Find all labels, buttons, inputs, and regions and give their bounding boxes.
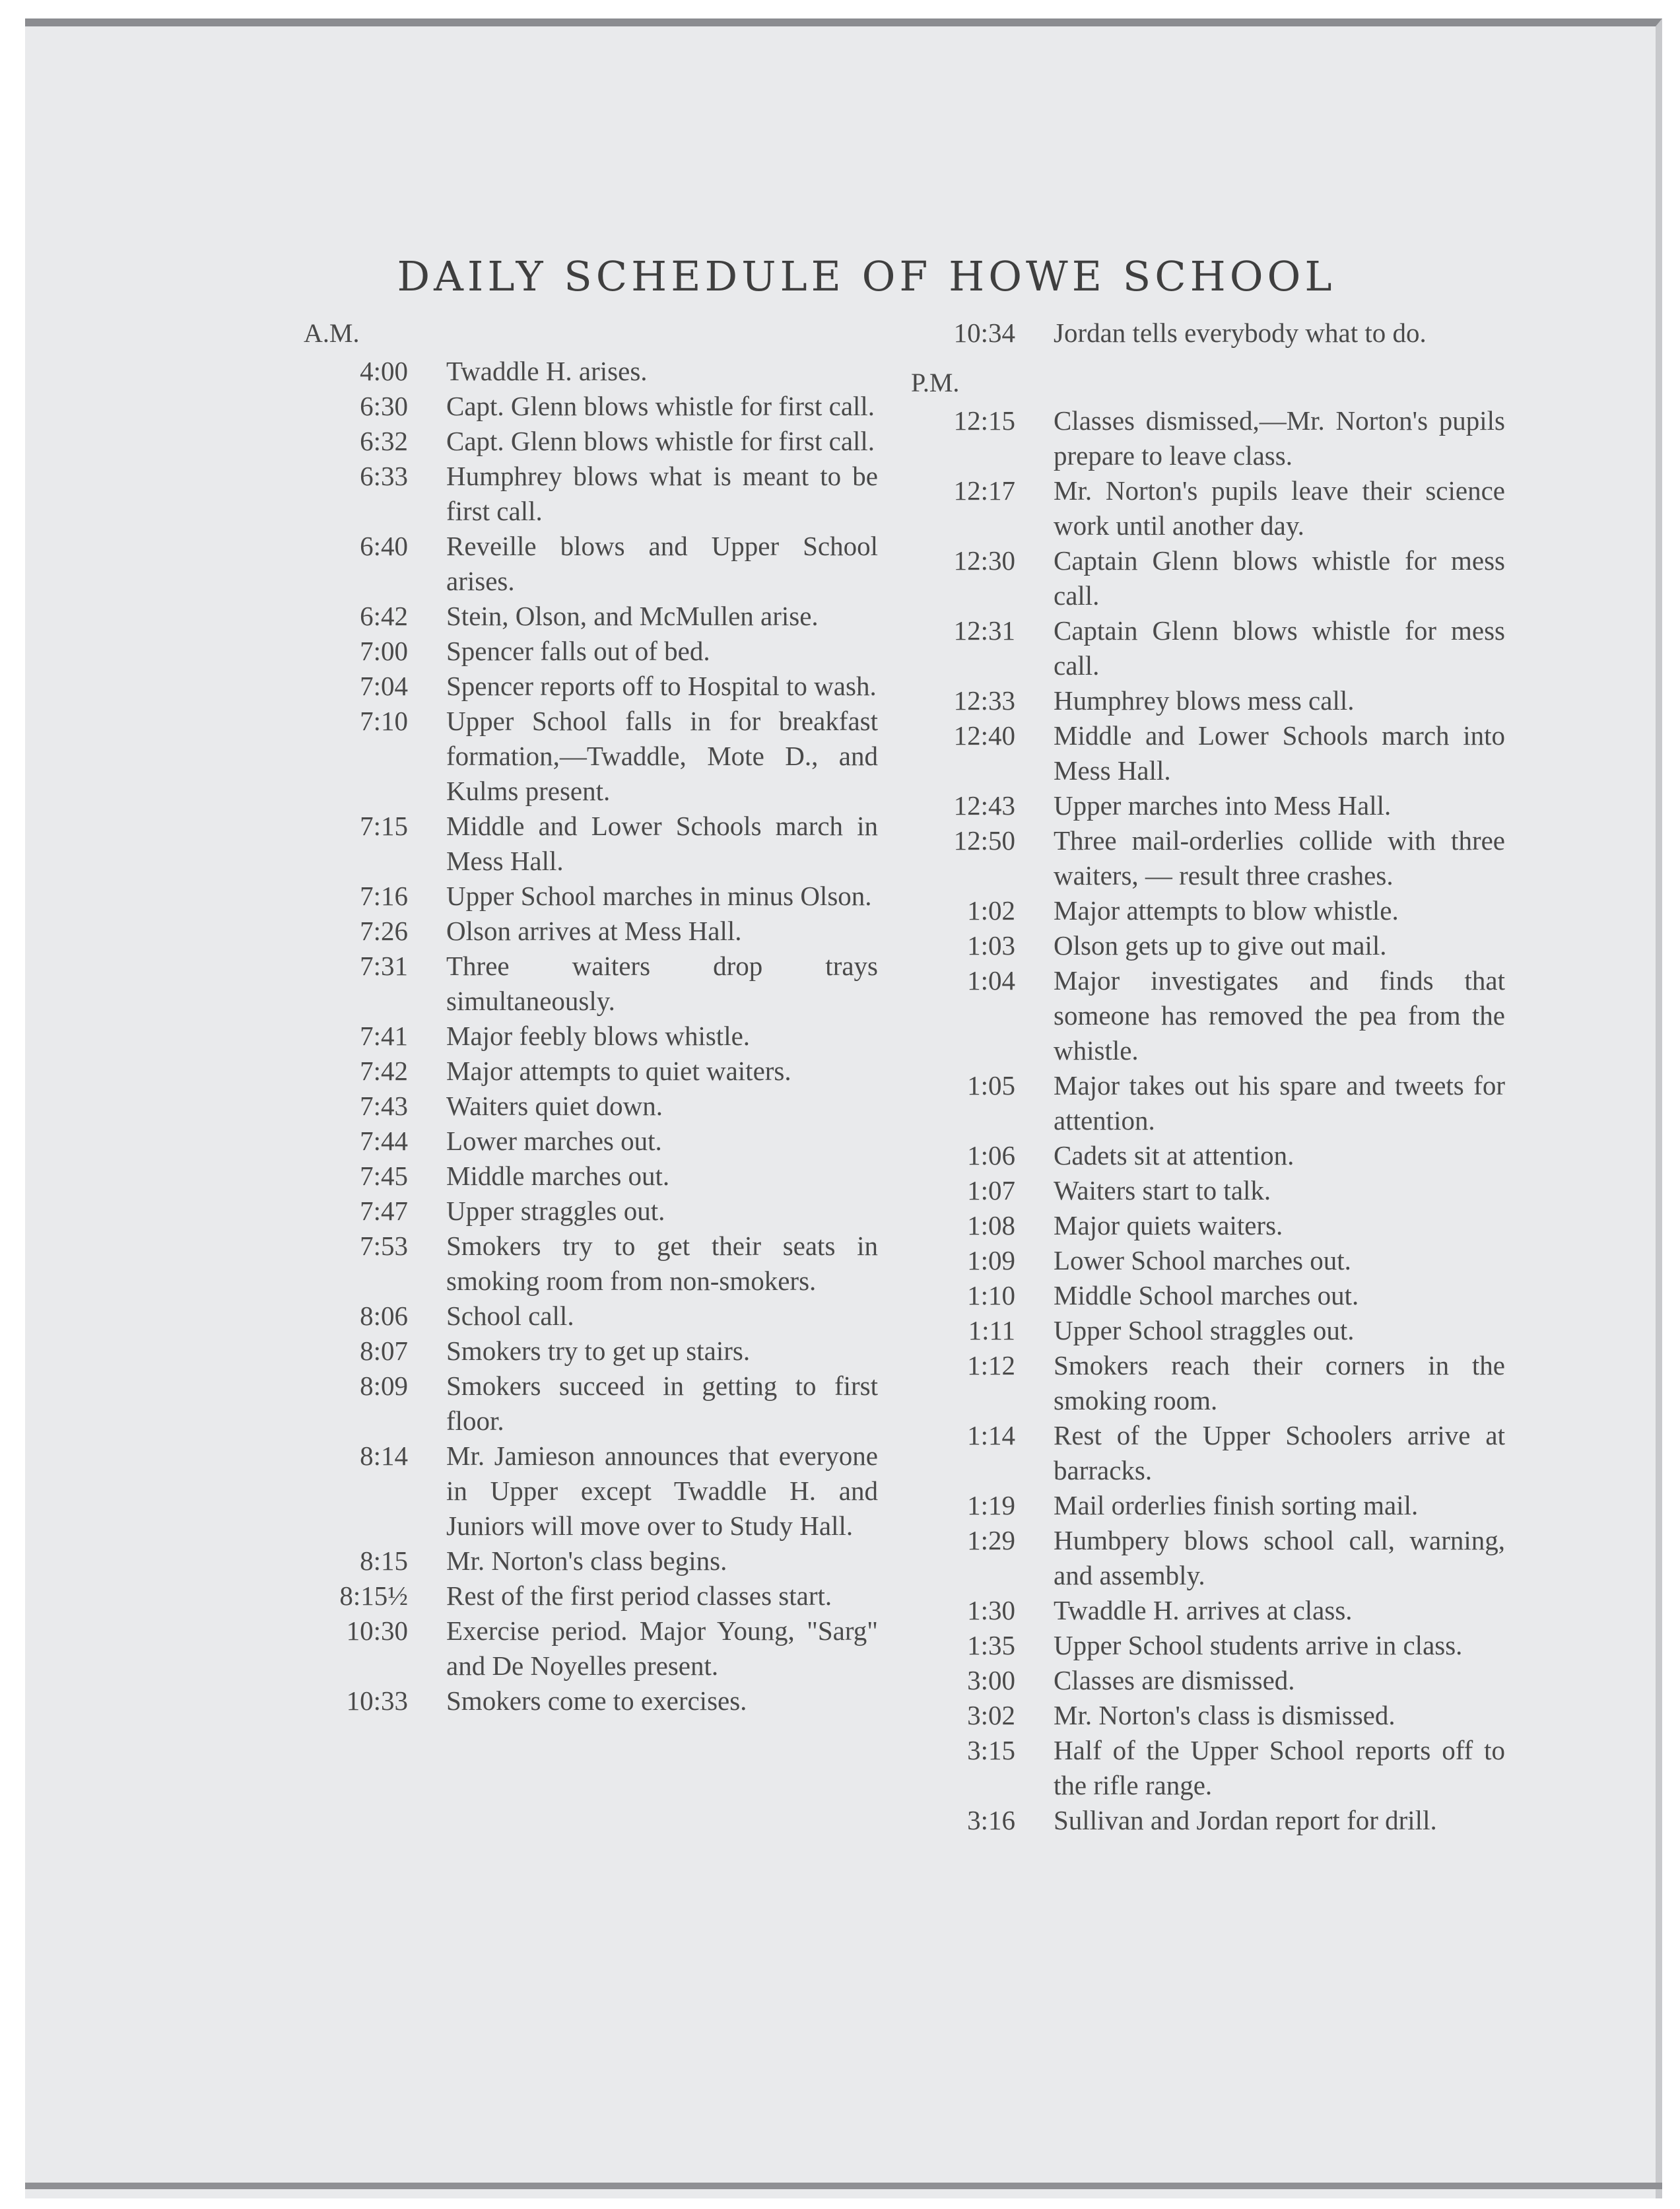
entry-time: 6:42 — [360, 601, 408, 631]
entry-time: 6:40 — [360, 531, 408, 561]
entry-text: Olson arrives at Mess Hall. — [446, 916, 742, 946]
entry-time: 3:16 — [967, 1805, 1015, 1835]
entry-time: 6:32 — [360, 426, 408, 456]
entry-text: Smokers succeed in getting to first floor. — [446, 1371, 878, 1436]
schedule-entry — [304, 1683, 878, 1718]
entry-time: 12:43 — [953, 790, 1015, 821]
entry-text: Rest of the first period classes start. — [446, 1580, 832, 1611]
entry-time: 8:06 — [360, 1301, 408, 1331]
entry-time: 10:30 — [346, 1615, 408, 1646]
entry-time: 12:40 — [953, 720, 1015, 751]
entry-time: 8:09 — [360, 1371, 408, 1401]
entry-time: 1:19 — [967, 1490, 1015, 1520]
entry-text: Mr. Norton's class begins. — [446, 1546, 727, 1576]
schedule-entry — [304, 1544, 878, 1579]
entry-text: Half of the Upper School reports off to the rifle range. — [1054, 1735, 1505, 1800]
entry-time: 6:30 — [360, 391, 408, 421]
schedule-entry — [304, 669, 878, 704]
entry-text: Upper straggles out. — [446, 1196, 665, 1226]
entry-text: Smokers try to get their seats in smoking room from non-smokers. — [446, 1231, 878, 1296]
entry-time: 1:07 — [967, 1175, 1015, 1206]
entry-time: 1:10 — [967, 1280, 1015, 1310]
entry-text: School call. — [446, 1301, 574, 1331]
entry-text: Mr. Norton's pupils leave their science work until another day. — [1054, 475, 1505, 541]
entry-time: 1:09 — [967, 1245, 1015, 1275]
schedule-entry — [911, 683, 1505, 718]
schedule-entry — [304, 914, 878, 949]
entry-text: Mail orderlies finish sorting mail. — [1054, 1490, 1419, 1520]
page-bottom-edge — [25, 2183, 1662, 2189]
entry-time: 8:15½ — [339, 1580, 408, 1611]
entry-time: 3:02 — [967, 1700, 1015, 1730]
entry-time: 1:08 — [967, 1210, 1015, 1240]
schedule-entry — [304, 1579, 878, 1614]
entry-time: 10:33 — [346, 1685, 408, 1716]
schedule-entry — [304, 1229, 878, 1299]
entry-time: 1:05 — [967, 1070, 1015, 1101]
entry-text: Sullivan and Jordan report for drill. — [1054, 1805, 1437, 1835]
entry-time: 12:50 — [953, 825, 1015, 856]
schedule-entry — [304, 459, 878, 529]
entry-text: Captain Glenn blows whistle for mess call. — [1054, 545, 1505, 611]
entry-text: Captain Glenn blows whistle for mess call. — [1054, 615, 1505, 681]
schedule-entry — [911, 893, 1505, 928]
entry-text: Stein, Olson, and McMullen arise. — [446, 601, 819, 631]
entry-text: Upper School marches in minus Olson. — [446, 881, 872, 911]
entry-time: 7:00 — [360, 636, 408, 666]
entry-time: 7:04 — [360, 671, 408, 701]
schedule-entry — [304, 704, 878, 809]
book-binding-edge — [25, 26, 57, 2191]
schedule-entry — [304, 1054, 878, 1089]
entry-time: 8:07 — [360, 1336, 408, 1366]
entry-time: 1:35 — [967, 1630, 1015, 1660]
entry-text: Smokers reach their corners in the smoking room. — [1054, 1350, 1505, 1415]
entry-text: Capt. Glenn blows whistle for first call. — [446, 426, 875, 456]
schedule-entry — [911, 1313, 1505, 1348]
schedule-entry — [911, 613, 1505, 683]
am-continued-entries — [911, 316, 1505, 351]
entry-text: Cadets sit at attention. — [1054, 1140, 1294, 1171]
entry-text: Jordan tells everybody what to do. — [1054, 318, 1427, 348]
entry-text: Mr. Norton's class is dismissed. — [1054, 1700, 1395, 1730]
entry-text: Humphrey blows what is meant to be first call. — [446, 461, 878, 526]
entry-text: Humphrey blows mess call. — [1054, 685, 1355, 716]
entry-time: 4:00 — [360, 356, 408, 386]
schedule-entry — [911, 403, 1505, 473]
schedule-entry — [911, 1068, 1505, 1138]
entry-time: 8:14 — [360, 1441, 408, 1471]
entry-text: Reveille blows and Upper School arises. — [446, 531, 878, 596]
entry-time: 1:06 — [967, 1140, 1015, 1171]
schedule-entry — [304, 354, 878, 389]
entry-text: Spencer falls out of bed. — [446, 636, 710, 666]
entry-time: 7:43 — [360, 1091, 408, 1121]
pm-entries — [911, 403, 1505, 1838]
entry-time: 7:53 — [360, 1231, 408, 1261]
page-title: DAILY SCHEDULE OF HOWE SCHOOL — [397, 252, 1336, 300]
schedule-entry — [911, 963, 1505, 1068]
schedule-entry — [911, 718, 1505, 788]
entry-time: 12:15 — [953, 405, 1015, 436]
entry-text: Three waiters drop trays simultaneously. — [446, 951, 878, 1016]
entry-text: Spencer reports off to Hospital to wash. — [446, 671, 877, 701]
entry-text: Classes are dismissed. — [1054, 1665, 1295, 1695]
entry-time: 3:15 — [967, 1735, 1015, 1765]
entry-time: 1:03 — [967, 930, 1015, 961]
entry-time: 3:00 — [967, 1665, 1015, 1695]
schedule-entry — [911, 1803, 1505, 1838]
entry-text: Major attempts to quiet waiters. — [446, 1056, 791, 1086]
pm-label: P.M. — [911, 368, 960, 397]
schedule-entry — [911, 1523, 1505, 1593]
schedule-entry — [304, 1159, 878, 1194]
schedule-entry — [911, 1628, 1505, 1663]
schedule-entry — [304, 424, 878, 459]
entry-text: Smokers try to get up stairs. — [446, 1336, 751, 1366]
entry-time: 12:17 — [953, 475, 1015, 506]
entry-text: Capt. Glenn blows whistle for first call. — [446, 391, 875, 421]
entry-text: Major quiets waiters. — [1054, 1210, 1283, 1240]
entry-time: 7:47 — [360, 1196, 408, 1226]
schedule-entry — [911, 1173, 1505, 1208]
schedule-entry — [911, 473, 1505, 543]
entry-text: Waiters start to talk. — [1054, 1175, 1271, 1206]
entry-text: Rest of the Upper Schoolers arrive at barracks. — [1054, 1420, 1505, 1485]
entry-text: Middle and Lower Schools march into Mess Hall. — [1054, 720, 1505, 786]
entry-text: Three mail-orderlies collide with three waiters, — result three crashes. — [1054, 825, 1505, 891]
schedule-entry — [304, 1369, 878, 1439]
entry-text: Twaddle H. arrives at class. — [1054, 1595, 1353, 1625]
schedule-entry — [911, 823, 1505, 893]
entry-text: Major takes out his spare and tweets for attention. — [1054, 1070, 1505, 1136]
entry-text: Classes dismissed,—Mr. Norton's pupils prepare to leave class. — [1054, 405, 1505, 471]
schedule-entry — [911, 788, 1505, 823]
entry-time: 7:16 — [360, 881, 408, 911]
entry-time: 12:33 — [953, 685, 1015, 716]
schedule-entry — [304, 879, 878, 914]
schedule-entry — [304, 1019, 878, 1054]
entry-time: 12:30 — [953, 545, 1015, 576]
schedule-entry — [304, 529, 878, 599]
entry-text: Upper School falls in for breakfast formation,—Twaddle, Mote D., and Kulms present. — [446, 706, 878, 806]
schedule-entry — [911, 1698, 1505, 1733]
schedule-entry — [911, 928, 1505, 963]
schedule-column-am — [304, 316, 878, 1718]
schedule-entry — [911, 1593, 1505, 1628]
schedule-entry — [304, 1089, 878, 1124]
schedule-entry — [304, 634, 878, 669]
entry-time: 6:33 — [360, 461, 408, 491]
entry-text: Upper School straggles out. — [1054, 1315, 1355, 1345]
schedule-entry — [304, 1299, 878, 1334]
entry-time: 1:29 — [967, 1525, 1015, 1555]
schedule-entry — [911, 1138, 1505, 1173]
schedule-entry — [911, 1663, 1505, 1698]
entry-time: 1:04 — [967, 965, 1015, 996]
schedule-entry — [304, 809, 878, 879]
entry-time: 7:15 — [360, 811, 408, 841]
schedule-entry — [304, 599, 878, 634]
entry-text: Exercise period. Major Young, "Sarg" and De Noyelles present. — [446, 1615, 878, 1681]
entry-text: Olson gets up to give out mail. — [1054, 930, 1387, 961]
entry-time: 7:26 — [360, 916, 408, 946]
entry-time: 1:02 — [967, 895, 1015, 926]
schedule-entry — [304, 949, 878, 1019]
entry-text: Mr. Jamieson announces that everyone in Upper except Twaddle H. and Juniors will move over to Study Hall. — [446, 1441, 878, 1541]
schedule-entry — [304, 1194, 878, 1229]
entry-text: Major attempts to blow whistle. — [1054, 895, 1399, 926]
entry-text: Upper School students arrive in class. — [1054, 1630, 1463, 1660]
entry-time: 1:12 — [967, 1350, 1015, 1380]
entry-time: 1:11 — [968, 1315, 1015, 1345]
schedule-entry — [304, 1334, 878, 1369]
schedule-entry — [911, 1488, 1505, 1523]
entry-time: 1:30 — [967, 1595, 1015, 1625]
schedule-column-pm — [911, 316, 1505, 1838]
entry-text: Lower School marches out. — [1054, 1245, 1351, 1275]
schedule-entry — [304, 1614, 878, 1683]
schedule-entry — [304, 389, 878, 424]
entry-text: Humbpery blows school call, warning, and assembly. — [1054, 1525, 1505, 1590]
entry-text: Middle and Lower Schools march in Mess Hall. — [446, 811, 878, 876]
schedule-entry — [911, 1243, 1505, 1278]
entry-time: 12:31 — [953, 615, 1015, 646]
entry-time: 7:31 — [360, 951, 408, 981]
entry-text: Major investigates and finds that someone has removed the pea from the whistle. — [1054, 965, 1505, 1066]
schedule-entry — [911, 1733, 1505, 1803]
entry-time: 7:41 — [360, 1021, 408, 1051]
schedule-entry — [304, 1439, 878, 1544]
entry-text: Upper marches into Mess Hall. — [1054, 790, 1392, 821]
entry-time: 7:44 — [360, 1126, 408, 1156]
entry-time: 8:15 — [360, 1546, 408, 1576]
am-label: A.M. — [304, 318, 360, 348]
entry-text: Lower marches out. — [446, 1126, 662, 1156]
entry-text: Major feebly blows whistle. — [446, 1021, 751, 1051]
entry-text: Twaddle H. arises. — [446, 356, 648, 386]
schedule-entry — [911, 316, 1505, 351]
schedule-entry — [911, 543, 1505, 613]
entry-text: Waiters quiet down. — [446, 1091, 663, 1121]
entry-time: 10:34 — [953, 318, 1015, 348]
schedule-entry — [911, 1418, 1505, 1488]
schedule-entry — [911, 1278, 1505, 1313]
schedule-entry — [911, 1208, 1505, 1243]
entry-time: 1:14 — [967, 1420, 1015, 1450]
entry-text: Middle School marches out. — [1054, 1280, 1359, 1310]
entry-time: 7:45 — [360, 1161, 408, 1191]
schedule-entry — [911, 1348, 1505, 1418]
schedule-entry — [304, 1124, 878, 1159]
entry-text: Smokers come to exercises. — [446, 1685, 747, 1716]
am-entries — [304, 354, 878, 1718]
entry-time: 7:42 — [360, 1056, 408, 1086]
entry-time: 7:10 — [360, 706, 408, 736]
entry-text: Middle marches out. — [446, 1161, 670, 1191]
